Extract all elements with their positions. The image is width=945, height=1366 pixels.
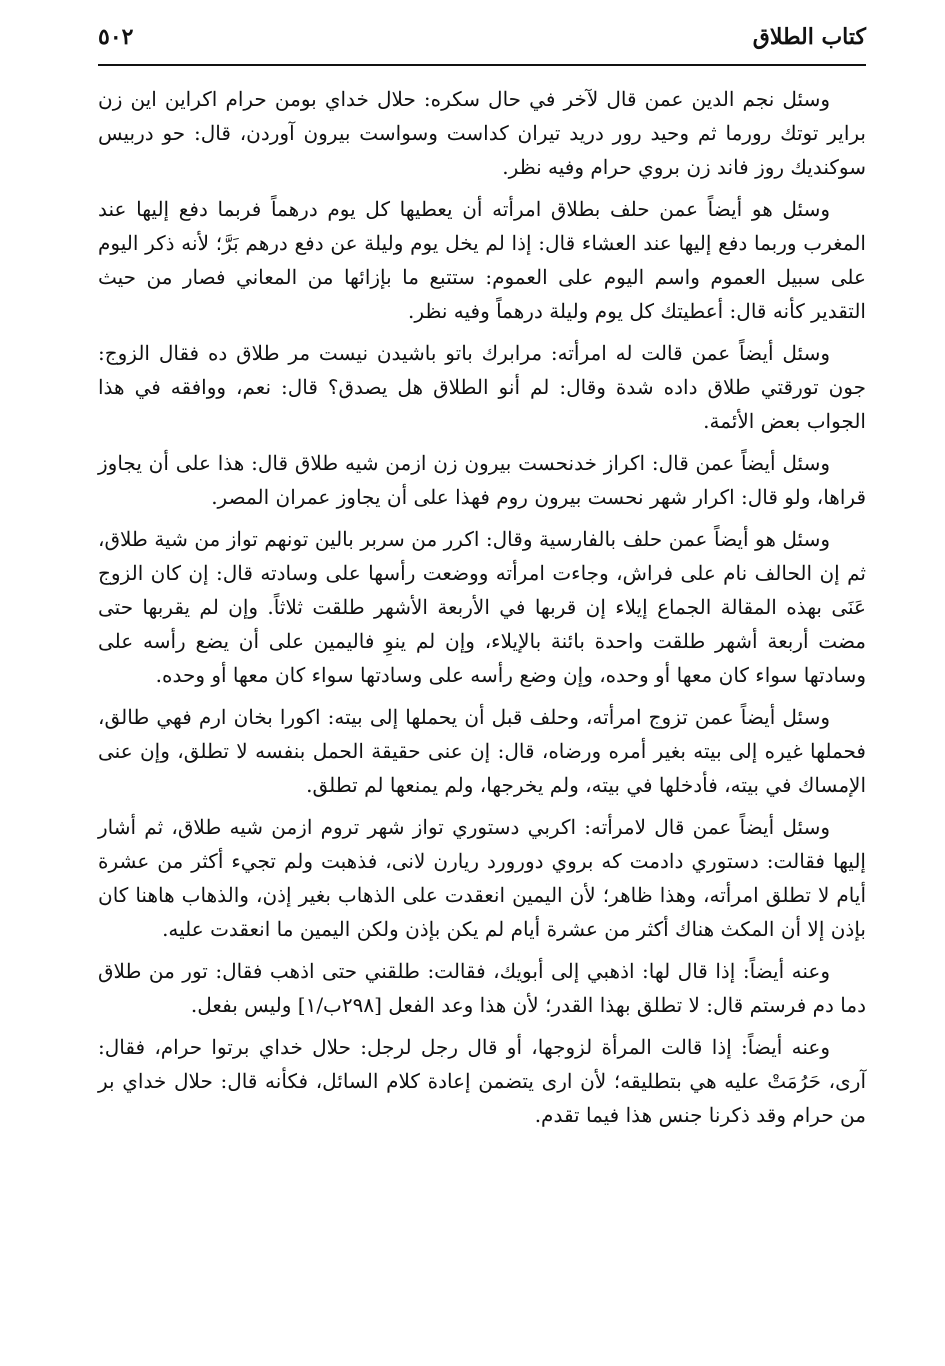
paragraph: وعنه أيضاً: إذا قالت المرأة لزوجها، أو قال رجل لرجل: حلال خداي برتوا حرام، فقال: آرى، حَرُمَتْ عليه هي بتطليقه؛ لأن ارى يتضمن إعادة كلام السائل، فكأنه قال: حلال خداي بر من حرام وقد ذكرنا جنس هذا فيما تقدم. [98, 1035, 866, 1127]
paragraph: وعنه أيضاً: إذا قال لها: اذهبي إلى أبويك، فقالت: طلقني حتى اذهب فقال: تور من طلاق دما دم فرستم قال: لا تطلق بهذا القدر؛ لأن هذا وعد الفعل [٢٩٨ب/١] وليس بفعل. [98, 959, 866, 1017]
paragraph: وسئل أيضاً عمن تزوج امرأته، وحلف قبل أن يحملها إلى بيته: اكورا بخان ارم فهي طالق، فحملها غيره إلى بيته بغير أمره ورضاه، قال: إن عنى حقيقة الحمل بنفسه لا تطلق، وإن عنى الإمساك في بيته، فأدخلها في بيته، ولم يخرجها، ولم يمنعها لم تطلق. [98, 705, 866, 797]
paragraph: وسئل أيضاً عمن قالت له امرأته: مرابرك باتو باشيدن نيست مر طلاق ده فقال الزوج: جون تورقتي طلاق داده شدة وقال: لم أنو الطلاق هل يصدق؟ قال: نعم، ووافقه في هذا الجواب بعض الأئمة. [98, 341, 866, 433]
page-header [98, 18, 866, 66]
book-page [98, 18, 866, 1140]
paragraph: وسئل أيضاً عمن قال لامرأته: اكربي دستوري تواز شهر تروم ازمن شيه طلاق، ثم أشار إليها فقالت: دستوري دادمت كه بروي دورورد ريارن لانى، فذهبت ولم تجيء أكثر من عشرة أيام لا تطلق امرأته، وهذا ظاهر؛ لأن اليمين انعقدت على الذهاب بغير إذن، والذهاب هاهنا كان بإذن إلا أن المكث هناك أكثر من عشرة أيام لم يكن بإذن ولكن اليمين ما انعقدت عليه. [98, 815, 866, 941]
paragraph: وسئل أيضاً عمن قال: اكراز خدنحست بيرون زن ازمن شيه طلاق قال: هذا على أن يجاوز قراها، ولو قال: اكرار شهر نحست بيرون روم فهذا على أن يجاوز عمران المصر. [98, 451, 866, 509]
paragraph: وسئل هو أيضاً عمن حلف بالفارسية وقال: اكرر من سربر بالين تونهم تواز من شية طلاق، ثم إن الحالف نام على فراش، وجاءت امرأته ووضعت رأسها على وسادته قال: إن كان الزوج عَنَى بهذه المقالة الجماع إيلاء إن قربها في الأربعة الأشهر طلقت ثلاثاً. وإن لم يقربها حتى مضت أربعة أشهر طلقت واحدة بائنة بالإيلاء، وإن لم ينوِ فاليمين على أن يضع رأسه على وسادتها سواء كان معها أو وحده، وإن وضع رأسه على وسادتها سواء كان معها أو وحده. [98, 527, 866, 687]
paragraph: وسئل نجم الدين عمن قال لآخر في حال سكره: حلال خداي بومن حرام اكراين اين زن براير توتك رورما ثم وحيد رور دريد تيران كداست وسواست بيرون آوردن، قال: حو دربيس سوكنديك روز فاند زن بروي حرام وفيه نظر. [98, 87, 866, 179]
chapter-title: كتاب الطلاق [752, 24, 866, 50]
paragraph: وسئل هو أيضاً عمن حلف بطلاق امرأته أن يعطيها كل يوم درهماً فربما دفع إليها عند المغرب وربما دفع إليها عند العشاء قال: إذا لم يخل يوم وليلة عن دفع درهم بَرَّ؛ لأنه ذكر اليوم على سبيل العموم واسم اليوم على العموم: ستتبع ما بإزائها من المعاني فصار من حيث التقدير كأنه قال: أعطيتك كل يوم وليلة درهماً وفيه نظر. [98, 197, 866, 323]
page-body [98, 66, 866, 1132]
page-number: ٥٠٢ [98, 24, 134, 50]
